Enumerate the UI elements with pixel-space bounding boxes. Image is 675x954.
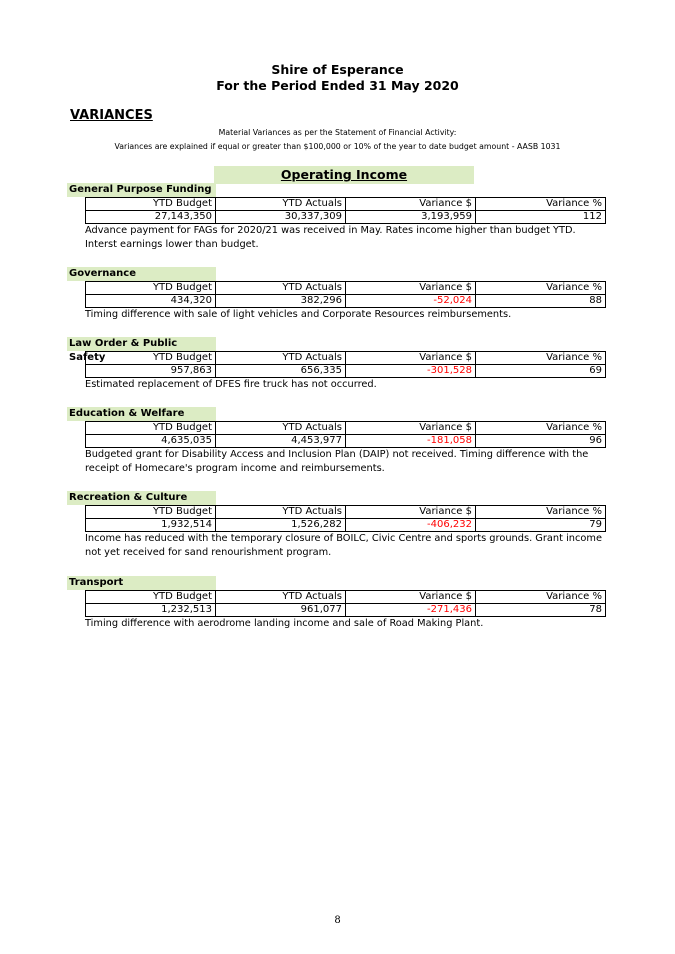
note-line-2: Variances are explained if equal or greater than $100,000 or 10% of the year to date budget amount - AASB 1031 [114, 142, 561, 151]
section-governance [67, 267, 607, 322]
section-law-order-public-safety [67, 337, 607, 392]
table-header-row [86, 352, 606, 365]
col-variance-dollar: Variance $ [346, 198, 476, 211]
table-header-row [86, 506, 606, 519]
variance-dollar-value: -181,058 [346, 435, 476, 448]
variance-table [85, 281, 606, 308]
section-heading: Recreation & Culture [67, 491, 216, 505]
variance-comment: Advance payment for FAGs for 2020/21 was received in May. Rates income higher than budget YTD. Interst earnings lower than budget. [85, 225, 576, 250]
variance-comment: Budgeted grant for Disability Access and Inclusion Plan (DAIP) not received. Timing difference with the receipt of Homecare's program income and reimbursements. [85, 449, 589, 474]
col-ytd-actuals: YTD Actuals [216, 352, 346, 365]
ytd-actuals-value: 4,453,977 [216, 435, 346, 448]
ytd-actuals-value: 961,077 [216, 604, 346, 617]
section-heading: General Purpose Funding [67, 183, 216, 197]
table-row [86, 604, 606, 617]
table-row [86, 295, 606, 308]
variance-table [85, 421, 606, 448]
col-ytd-actuals: YTD Actuals [216, 506, 346, 519]
section-heading: Transport [67, 576, 216, 590]
col-variance-dollar: Variance $ [346, 422, 476, 435]
ytd-actuals-value: 1,526,282 [216, 519, 346, 532]
table-row [86, 519, 606, 532]
ytd-budget-value: 27,143,350 [86, 211, 216, 224]
variance-dollar-value: -406,232 [346, 519, 476, 532]
variance-percent-value: 88 [476, 295, 606, 308]
col-ytd-budget: YTD Budget [86, 506, 216, 519]
ytd-budget-value: 1,232,513 [86, 604, 216, 617]
variance-percent-value: 96 [476, 435, 606, 448]
col-ytd-actuals: YTD Actuals [216, 422, 346, 435]
section-recreation-culture [67, 491, 607, 560]
page-number: 8 [334, 915, 341, 926]
col-ytd-actuals: YTD Actuals [216, 198, 346, 211]
variance-dollar-value: 3,193,959 [346, 211, 476, 224]
variance-table [85, 351, 606, 378]
col-ytd-actuals: YTD Actuals [216, 591, 346, 604]
section-heading: Law Order & Public Safety [67, 337, 216, 351]
table-row [86, 435, 606, 448]
col-variance-percent: Variance % [476, 352, 606, 365]
variance-table [85, 590, 606, 617]
variance-percent-value: 112 [476, 211, 606, 224]
section-heading: Education & Welfare [67, 407, 216, 421]
section-transport [67, 576, 607, 631]
section-heading: Governance [67, 267, 216, 281]
col-ytd-budget: YTD Budget [86, 352, 216, 365]
table-header-row [86, 198, 606, 211]
operating-income-banner: Operating Income [214, 166, 474, 184]
col-ytd-budget: YTD Budget [86, 591, 216, 604]
col-variance-percent: Variance % [476, 422, 606, 435]
table-header-row [86, 591, 606, 604]
table-row [86, 365, 606, 378]
col-variance-percent: Variance % [476, 591, 606, 604]
ytd-budget-value: 957,863 [86, 365, 216, 378]
document-period: For the Period Ended 31 May 2020 [216, 78, 459, 93]
ytd-budget-value: 1,932,514 [86, 519, 216, 532]
variance-percent-value: 69 [476, 365, 606, 378]
variance-table [85, 505, 606, 532]
ytd-budget-value: 434,320 [86, 295, 216, 308]
ytd-actuals-value: 30,337,309 [216, 211, 346, 224]
variance-dollar-value: -271,436 [346, 604, 476, 617]
col-ytd-budget: YTD Budget [86, 422, 216, 435]
col-variance-dollar: Variance $ [346, 352, 476, 365]
col-variance-dollar: Variance $ [346, 591, 476, 604]
table-header-row [86, 282, 606, 295]
variance-comment: Timing difference with aerodrome landing income and sale of Road Making Plant. [85, 618, 484, 629]
col-ytd-budget: YTD Budget [86, 282, 216, 295]
table-header-row [86, 422, 606, 435]
ytd-actuals-value: 656,335 [216, 365, 346, 378]
col-variance-dollar: Variance $ [346, 282, 476, 295]
ytd-budget-value: 4,635,035 [86, 435, 216, 448]
document-title: Shire of Esperance [271, 62, 404, 77]
ytd-actuals-value: 382,296 [216, 295, 346, 308]
col-ytd-budget: YTD Budget [86, 198, 216, 211]
note-line-1: Material Variances as per the Statement of Financial Activity: [218, 128, 457, 137]
variance-percent-value: 78 [476, 604, 606, 617]
variance-table [85, 197, 606, 224]
col-variance-percent: Variance % [476, 506, 606, 519]
section-general-purpose-funding [67, 183, 607, 252]
col-variance-percent: Variance % [476, 198, 606, 211]
col-variance-percent: Variance % [476, 282, 606, 295]
variance-dollar-value: -301,528 [346, 365, 476, 378]
col-variance-dollar: Variance $ [346, 506, 476, 519]
variance-percent-value: 79 [476, 519, 606, 532]
table-row [86, 211, 606, 224]
col-ytd-actuals: YTD Actuals [216, 282, 346, 295]
variance-comment: Estimated replacement of DFES fire truck has not occurred. [85, 379, 377, 390]
variances-heading: VARIANCES [70, 108, 153, 123]
section-education-welfare [67, 407, 607, 476]
variance-dollar-value: -52,024 [346, 295, 476, 308]
variance-comment: Timing difference with sale of light vehicles and Corporate Resources reimbursements. [85, 309, 512, 320]
variance-comment: Income has reduced with the temporary closure of BOILC, Civic Centre and sports grounds. Grant income not yet received for sand renourishment program. [85, 533, 602, 558]
